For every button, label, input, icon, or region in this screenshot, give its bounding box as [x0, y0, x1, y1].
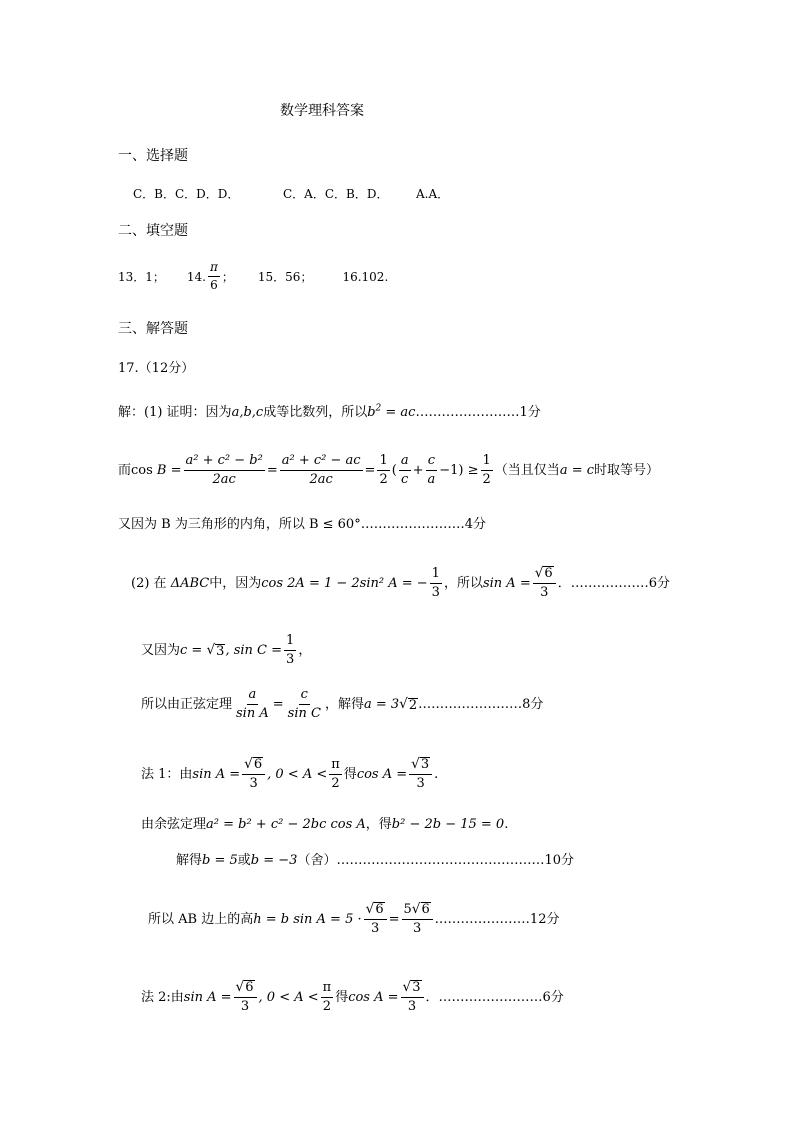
q17-l6-mid: ，解得 — [324, 697, 364, 713]
q17-l10-eq: h = b sin A = 5 · — [253, 911, 362, 927]
choice-answers-11-12: A.A． — [416, 187, 450, 201]
q17-line-9 — [176, 854, 574, 867]
q17-l11-sinA: sin A = — [183, 989, 232, 1005]
q17-l9-b3: b = −3 — [250, 853, 298, 868]
section-heading-fill: 二、填空题 — [118, 223, 188, 239]
q17-l1-vars: a,b,c — [231, 405, 264, 420]
q17-l1-eq: = ac — [385, 405, 416, 420]
q17-l8-mid: ，得 — [365, 817, 392, 832]
q17-l10-pre: 所以 AB 边上的高 — [148, 911, 254, 927]
q17-line-5 — [141, 634, 311, 668]
q17-l2-c-over-a: $\frac{c}{a}$ — [427, 453, 436, 488]
q17-l2-note-eq: a = c — [559, 463, 595, 479]
q17-header: 17.（12分） — [118, 361, 195, 376]
q17-l5-frac: $\frac{1}{3}$ — [286, 633, 295, 668]
q17-l5-pre: 又因为 — [141, 643, 181, 659]
q17-l1-mid: 成等比数列，所以 — [263, 405, 368, 420]
q17-l11-score: 6分 — [542, 989, 564, 1005]
page-title: 数学理科答案 — [280, 103, 364, 119]
q17-l5-eq: c = — [180, 643, 203, 659]
q17-l6-frac-a: $\frac{a}{\text{sin A}}$ — [236, 687, 269, 722]
fill-answer-14-tail: ； — [221, 269, 234, 284]
q17-l7-sinA: sin A = — [192, 766, 241, 782]
q17-l3-dots: …………………… — [360, 517, 465, 532]
q17-l11-cos: cos A = — [348, 989, 399, 1005]
q17-l1-b2: $b^2$ — [367, 403, 382, 420]
q17-l4-score: 6分 — [648, 575, 670, 591]
q17-line-6: 所以由正弦定理 $\frac{a}{\text{sin A}}$ = $\frac{c}{\text{sin C}}$ ，解得 a = 3 √ 2 …………………… 8分 — [141, 687, 544, 722]
q17-l10-dots: ………………… — [438, 911, 530, 927]
q17-line-3 — [118, 518, 486, 531]
choice-answers-6-10: C．A．C．B．D． — [283, 187, 389, 201]
section-heading-choice: 一、选择题 — [118, 148, 188, 164]
q17-line-2: 而cos B = $\frac{\text{a² + c² − b²}}{2ac}$ = $\frac{\text{a² + c² − ac}}{2ac}$ = $\frac{1}{2}$ ( $\frac{a}{c}$ + $\frac{c}{a}$ −1) ≥ $\frac{1}{2}$ （当且仅当 a = c 时取等号） — [118, 453, 660, 488]
q17-l2-note-end: 时取等号） — [594, 463, 660, 479]
q17-l1-text: 解：(1) 证明：因为 — [118, 405, 232, 420]
q17-l2-half: $\frac{1}{2}$ — [379, 453, 388, 488]
q17-l9-score: 10分 — [544, 853, 574, 868]
q17-l10-5root6-over-3: 5 √ 6 3 — [402, 902, 433, 937]
q17-l9-b5: b = 5 — [202, 853, 238, 868]
q17-l6-pre: 所以由正弦定理 — [141, 697, 233, 713]
q17-l2-frac2: $\frac{\text{a² + c² − ac}}{2ac}$ — [281, 453, 361, 488]
q17-l11-root6-over-3: √ 6 3 — [234, 980, 257, 1015]
fill-answer-14-label: 14. — [186, 269, 206, 284]
q17-line-11: 法 2:由 sin A = √ 6 3 , 0 < A < $\frac{\pi}{2}$ 得 cos A = √ 3 3 ． …………………… 6分 — [141, 979, 564, 1015]
fill-answer-13: 13．1； — [118, 269, 165, 284]
q17-l2-prefix: 而cos — [118, 463, 153, 479]
choice-answers-1-5: C．B．C．D．D． — [133, 187, 240, 201]
fill-answer-14-fraction: $\frac{\pi}{6}$ — [210, 260, 218, 293]
q17-l3-text: 又因为 B 为三角形的内角，所以 B ≤ 60° — [118, 517, 361, 532]
q17-l7-cos: cos A = — [356, 766, 408, 782]
q17-l11-dots: …………………… — [438, 989, 543, 1005]
q17-line-1 — [118, 403, 541, 420]
q17-l2-frac1: $\frac{\text{a² + c² − b²}}{2ac}$ — [185, 453, 263, 488]
fill-answers-row — [118, 261, 388, 292]
q17-l11-pre: 法 2:由 — [141, 989, 184, 1005]
q17-l4-eq: cos 2A = 1 − 2sin² A = − — [261, 575, 428, 591]
q17-l8-res: b² − 2b − 15 = 0 — [391, 817, 505, 832]
q17-l4-frac: $\frac{1}{3}$ — [431, 565, 440, 600]
q17-l4-so: ，所以 — [443, 575, 483, 591]
q17-l7-root6-over-3: √ 6 3 — [242, 757, 265, 792]
q17-l1-dots: …………………… — [415, 405, 520, 420]
q17-l6-res: a = 3 — [363, 697, 400, 713]
q17-l2-B: B — [156, 463, 167, 479]
q17-l2-half-2: $\frac{1}{2}$ — [482, 453, 491, 488]
q17-l11-mid: , 0 < A < — [258, 989, 319, 1005]
q17-l2-a-over-c: $\frac{a}{c}$ — [400, 453, 409, 488]
q17-l8-pre: 由余弦定理 — [141, 817, 207, 832]
q17-l5-tail: ， — [298, 643, 312, 659]
q17-l11-root3-over-3: √ 3 3 — [401, 980, 424, 1015]
q17-l7-pi-over-2: $\frac{\pi}{2}$ — [331, 756, 340, 791]
q17-l9-or: 或 — [237, 853, 251, 868]
q17-l2-tail: −1) ≥ — [439, 463, 479, 479]
q17-l4-mid: 中，因为 — [209, 575, 262, 591]
q17-l10-score: 12分 — [529, 911, 560, 927]
q17-l7-de: 得 — [343, 766, 357, 782]
q17-line-7: 法 1：由 sin A = √ 6 3 , 0 < A < $\frac{\pi}{2}$ 得 cos A = √ 3 3 . — [141, 756, 439, 792]
fill-answer-15: 15．56； — [257, 269, 313, 284]
q17-l6-dots: …………………… — [418, 697, 523, 713]
q17-l4-root6-over-3: √ 6 3 — [533, 566, 556, 601]
q17-l9-pre: 解得 — [176, 853, 203, 868]
section-heading-solve: 三、解答题 — [118, 321, 188, 337]
q17-line-10: 所以 AB 边上的高 h = b sin A = 5 · √ 6 3 = 5 √ 6 3 . ………………… 12分 — [148, 901, 560, 937]
q17-l7-pre: 法 1：由 — [141, 766, 193, 782]
q17-l4-sinA: sin A = — [482, 575, 531, 591]
q17-l10-root6-over-3: √ 6 3 — [364, 902, 387, 937]
q17-l6-frac-c: $\frac{c}{\text{sin C}}$ — [287, 687, 321, 722]
q17-l1-score: 1分 — [519, 405, 541, 420]
q17-l8-eq: a² = b² + c² − 2bc cos A — [206, 817, 366, 832]
q17-l6-root2: √ 2 — [399, 695, 418, 713]
q17-line-4: (2) 在 ΔABC 中，因为 cos 2A = 1 − 2sin² A = − $\frac{1}{3}$ ，所以 sin A = √ 6 3 ． ……………… 6分 — [131, 565, 670, 601]
q17-l5-root3: √ 3 — [206, 641, 225, 659]
q17-l9-dots: ………………………………………… — [336, 853, 545, 868]
q17-l9-note: （舍） — [297, 853, 337, 868]
q17-l11-pi-over-2: $\frac{\pi}{2}$ — [322, 979, 332, 1014]
q17-l11-de: 得 — [335, 989, 349, 1005]
q17-l6-score: 8分 — [522, 697, 544, 713]
q17-l4-pre: (2) 在 — [131, 575, 167, 591]
q17-l5-sinC: , sin C = — [225, 643, 283, 659]
q17-l3-score: 4分 — [464, 517, 486, 532]
q17-l7-root3-over-3: √ 3 3 — [409, 757, 432, 792]
q17-l2-note: （当且仅当 — [494, 463, 560, 479]
q17-l4-tri: ΔABC — [170, 575, 210, 591]
fill-answer-16: 16.102. — [342, 269, 389, 284]
q17-l4-dots: ……………… — [570, 575, 649, 591]
q17-line-8: 由余弦定理 a² = b² + c² − 2bc cos A ，得 b² − 2b − 15 = 0 . — [141, 817, 509, 832]
q17-l7-mid: , 0 < A < — [267, 766, 328, 782]
